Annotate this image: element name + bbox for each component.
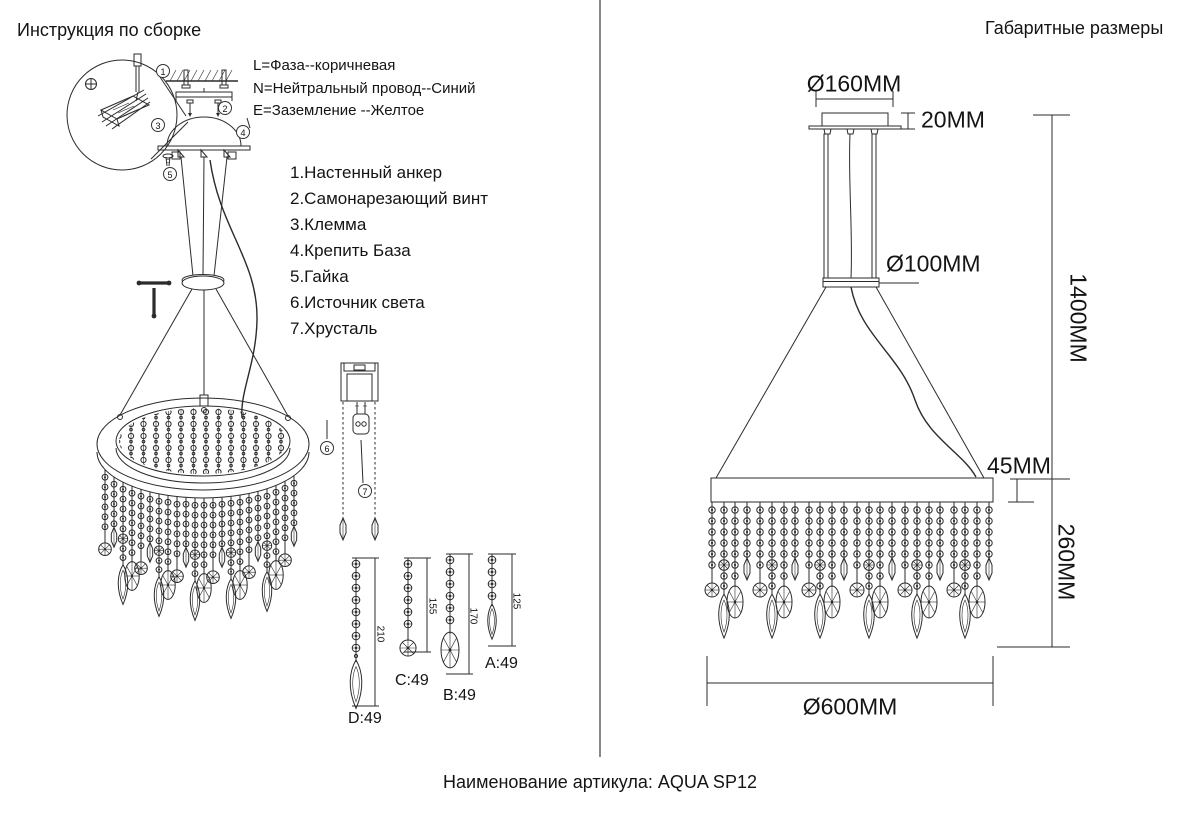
strand-length-a: 125 [510,592,522,610]
strand-label-d: D:49 [348,710,382,727]
crystal-fringe-right [705,502,992,638]
dim-band-height: 45MM [987,452,1051,479]
left-panel-title: Инструкция по сборке [17,20,202,40]
wire-legend-line-n: N=Нейтральный провод--Синий [253,80,476,97]
parts-list-item: 5.Гайка [290,267,349,286]
wire-legend-line-e: E=Заземление --Желтое [253,102,425,119]
parts-list-item: 6.Источник света [290,293,425,312]
callout-5: 5 [163,167,177,181]
parts-list [290,160,488,342]
callout-6: 6 [320,441,334,455]
strand-length-d: 210 [374,625,386,643]
light-source-detail [340,363,378,540]
parts-list-item: 2.Самонарезающий винт [290,189,489,208]
strand-length-c: 155 [426,597,438,615]
article-caption: Наименование артикула: AQUA SP12 [443,772,757,792]
callout-7: 7 [358,484,372,498]
callout-4: 4 [236,125,250,139]
wire-legend-line-l: L=Фаза--коричневая [253,57,396,74]
parts-list-item: 1.Настенный анкер [290,163,443,182]
dim-canopy-diameter: Ø160MM [806,70,902,97]
right-panel-title: Габаритные размеры [985,18,1164,38]
dim-ring-diameter: Ø600MM [802,693,898,720]
strand-length-b: 170 [467,607,479,625]
callout-3: 3 [151,118,165,132]
dim-fringe-height: 260MM [1053,523,1080,601]
callout-2: 2 [218,101,232,115]
dimension-drawing [705,91,1070,706]
dim-suspension-height: 1400MM [1065,273,1092,363]
parts-list-item: 7.Хрусталь [290,319,378,338]
callout-1: 1 [156,64,170,78]
parts-list-item: 4.Крепить База [290,241,411,260]
strand-label-c: C:49 [395,672,429,689]
dim-canopy-height: 20MM [921,106,985,133]
strand-label-b: B:49 [443,687,476,704]
parts-list-item: 3.Клемма [290,215,367,234]
strand-label-a: A:49 [485,655,518,672]
dim-small-ring-diameter: Ø100MM [886,250,981,277]
crystal-fringe-left [99,470,297,620]
